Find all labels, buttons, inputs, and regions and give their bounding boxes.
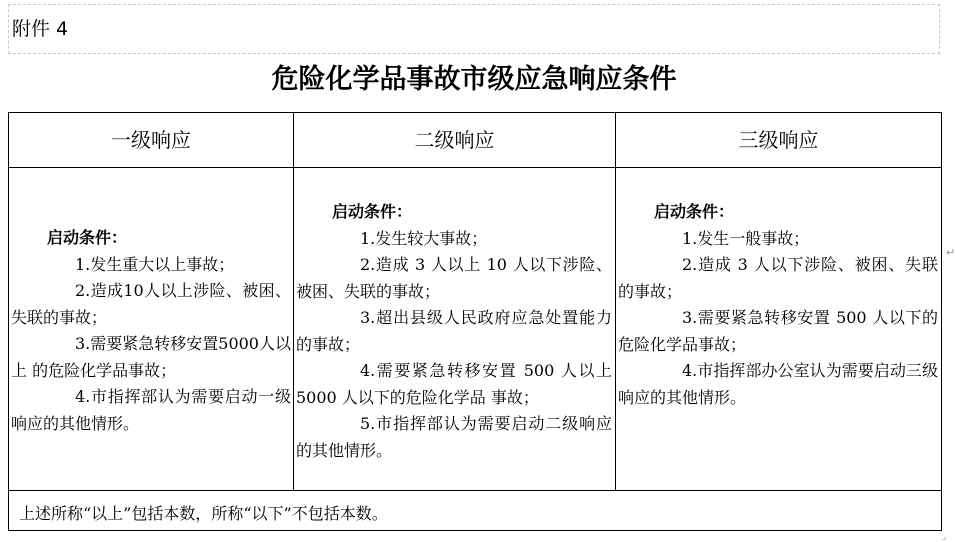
- level-1-condition-label: 启动条件：: [47, 228, 128, 247]
- page-header-guide: [8, 4, 940, 54]
- level-3-item: 2.造成 3 人以下涉险、被困、失联的事故；: [618, 255, 938, 301]
- level-1-conditions: [11, 225, 291, 437]
- column-divider: [293, 113, 294, 491]
- level-3-item: 1.发生一般事故；: [682, 228, 810, 248]
- level-2-item: 4.需要紧急转移安置 500 人以上 5000 人以下的危险化学品 事故；: [296, 361, 612, 407]
- level-2-item: 1.发生较大事故；: [360, 228, 488, 248]
- level-3-item: 4.市指挥部办公室认为需要启动三级响应的其他情形。: [618, 361, 938, 407]
- header-divider: [9, 167, 941, 168]
- level-3-condition-label: 启动条件：: [654, 202, 735, 221]
- level-2-item: 2.造成 3 人以上 10 人以下涉险、被困、失联的事故；: [296, 255, 612, 301]
- footnote: 上述所称“以上”包括本数，所称“以下”不包括本数。: [19, 504, 388, 523]
- footnote-divider: [9, 490, 941, 491]
- annex-label: 附件 4: [12, 18, 69, 40]
- header-level-1: 一级响应: [111, 128, 191, 152]
- column-divider: [615, 113, 616, 491]
- level-1-item: 3.需要紧急转移安置5000人以上 的危险化学品事故；: [11, 334, 291, 380]
- level-3-conditions: [618, 199, 938, 411]
- table-corner-marker-icon: ⌟: [942, 532, 947, 542]
- level-2-conditions: [296, 199, 612, 464]
- level-1-item: 4.市指挥部认为需要启动一级响应的其他情形。: [11, 387, 291, 433]
- level-2-item: 5.市指挥部认为需要启动二级响应的其他情形。: [296, 414, 612, 460]
- paragraph-mark-icon: ↵: [946, 246, 955, 259]
- level-2-item: 3.超出县级人民政府应急处置能力的事故；: [296, 308, 612, 354]
- response-conditions-table: [8, 112, 942, 531]
- header-level-3: 三级响应: [738, 128, 819, 152]
- document-title: 危险化学品事故市级应急响应条件: [271, 64, 677, 95]
- level-3-item: 3.需要紧急转移安置 500 人以下的危险化学品事故；: [618, 308, 938, 354]
- header-level-2: 二级响应: [414, 128, 495, 152]
- level-1-item: 1.发生重大以上事故；: [75, 254, 235, 274]
- level-2-condition-label: 启动条件：: [332, 202, 413, 221]
- level-1-item: 2.造成10人以上涉险、被困、失联的事故；: [11, 281, 291, 327]
